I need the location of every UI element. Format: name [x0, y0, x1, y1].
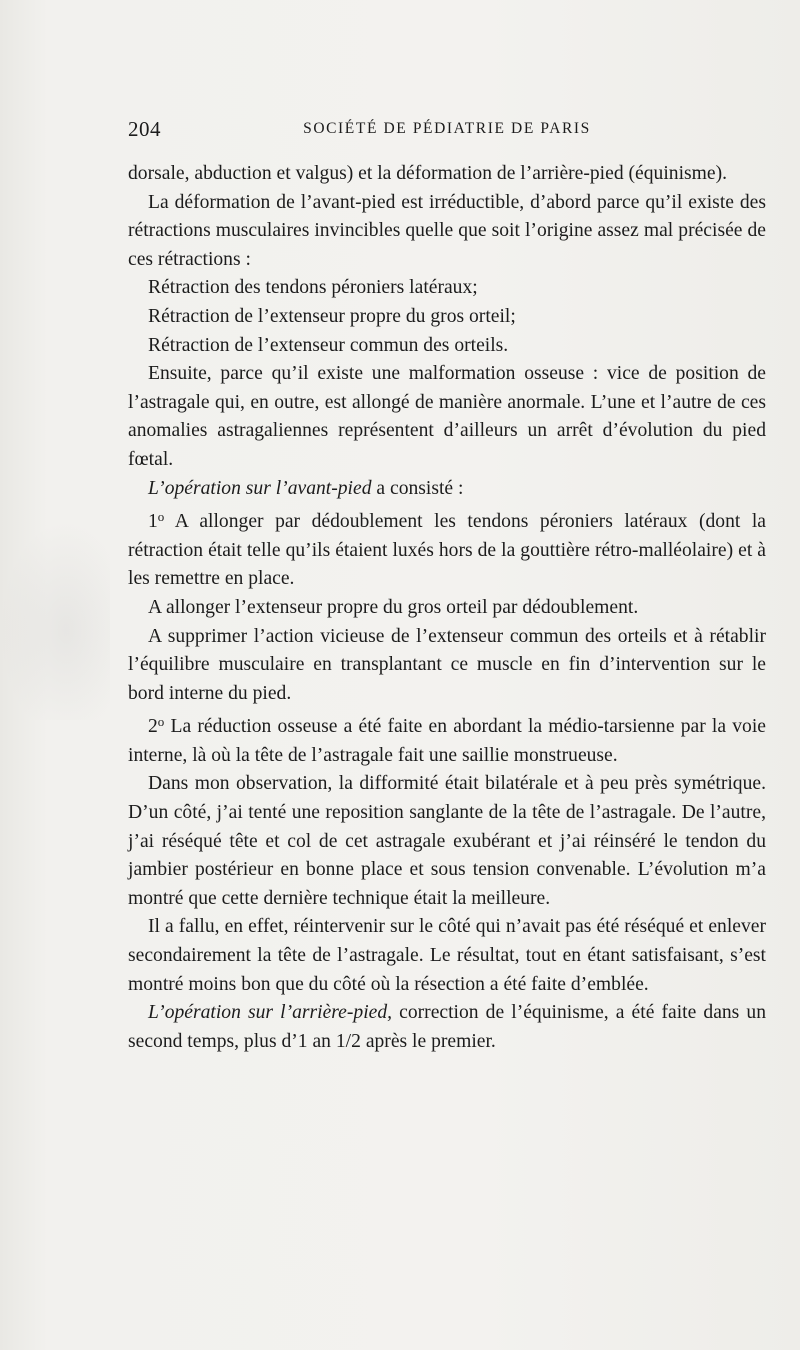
paragraph-text: Rétraction des tendons péroniers latéraux;	[148, 277, 478, 299]
page-header	[128, 117, 766, 141]
running-title: SOCIÉTÉ DE PÉDIATRIE DE PARIS	[303, 120, 591, 137]
paragraph-text: A allonger l’extenseur propre du gros orteil par dédoublement.	[148, 596, 639, 618]
paragraph	[128, 770, 766, 913]
ordinal-mark: o	[157, 509, 165, 525]
paragraph-text: Rétraction de l’extenseur commun des orteils.	[148, 334, 509, 356]
paragraph-text: A allonger par dédoublement les tendons péroniers latéraux (dont la rétraction était telle qu’ils étaient luxés hors de la gouttière rétro-malléolaire) et à les remettre en place.	[128, 511, 766, 590]
paragraph	[128, 594, 766, 623]
paragraph-text: Rétraction de l’extenseur propre du gros orteil;	[148, 305, 516, 327]
paragraph	[128, 999, 766, 1056]
paragraph-text: A supprimer l’action vicieuse de l’extenseur commun des orteils et à rétablir l’équilibre musculaire en transplantant ce muscle en fin d’intervention sur le bord interne du pied.	[128, 625, 766, 704]
paragraph-text: Ensuite, parce qu’il existe une malformation osseuse : vice de position de l’astragale qui, en outre, est allongé de manière anormale. L’une et l’autre de ces anomalies astragaliennes représentent d’ailleurs un arrêt d’évolution du pied fœtal.	[128, 363, 766, 470]
paragraph	[128, 189, 766, 275]
paragraph	[128, 332, 766, 361]
ordinal-mark: o	[157, 714, 165, 730]
paragraph	[128, 623, 766, 709]
numbered-paragraph	[128, 708, 766, 770]
paragraph-text: La réduction osseuse a été faite en abordant la médio-tarsienne par la voie interne, là où la tête de l’astragale fait une saillie monstrueuse.	[128, 716, 766, 766]
paragraph-text: Il a fallu, en effet, réintervenir sur le côté qui n’avait pas été réséqué et enlever secondairement la tête de l’astragale. Le résultat, tout en étant satisfaisant, s’est montré moins bon que du côté où la résection a été faite d’emblée.	[128, 916, 766, 995]
item-number: 1	[148, 511, 158, 533]
paragraph	[128, 475, 766, 504]
paragraph	[128, 303, 766, 332]
paper-stain	[0, 520, 110, 720]
paragraph-text: La déformation de l’avant-pied est irréductible, d’abord parce qu’il existe des rétractions musculaires invincibles quelle que soit l’origine assez mal précisée de ces rétractions :	[128, 191, 766, 270]
item-number: 2	[148, 716, 158, 738]
paragraph-text: a consisté :	[371, 477, 464, 499]
italic-lead: L’opération sur l’avant-pied	[148, 477, 372, 499]
body-text	[128, 160, 766, 1056]
paragraph	[128, 913, 766, 999]
paragraph-text: dorsale, abduction et valgus) et la déformation de l’arrière-pied (équinisme).	[128, 163, 728, 184]
paragraph	[128, 160, 766, 189]
italic-lead: L’opération sur l’arrière-pied,	[148, 1002, 393, 1024]
page-number: 204	[128, 117, 161, 141]
numbered-paragraph	[128, 503, 766, 594]
paragraph-text: correction de l’équinisme, a été faite dans un second temps, plus d’1 an 1/2 après le premier.	[128, 1002, 766, 1052]
paragraph	[128, 360, 766, 474]
paragraph-text: Dans mon observation, la difformité était bilatérale et à peu près symétrique. D’un côté, j’ai tenté une reposition sanglante de la tête de l’astragale. De l’autre, j’ai réséqué tête et col de cet astragale exubérant et j’ai réinséré le tendon du jambier postérieur en bonne place et sous tension convenable. L’évolution m’a montré que cette dernière technique était la meilleure.	[128, 773, 766, 909]
paragraph	[128, 274, 766, 303]
